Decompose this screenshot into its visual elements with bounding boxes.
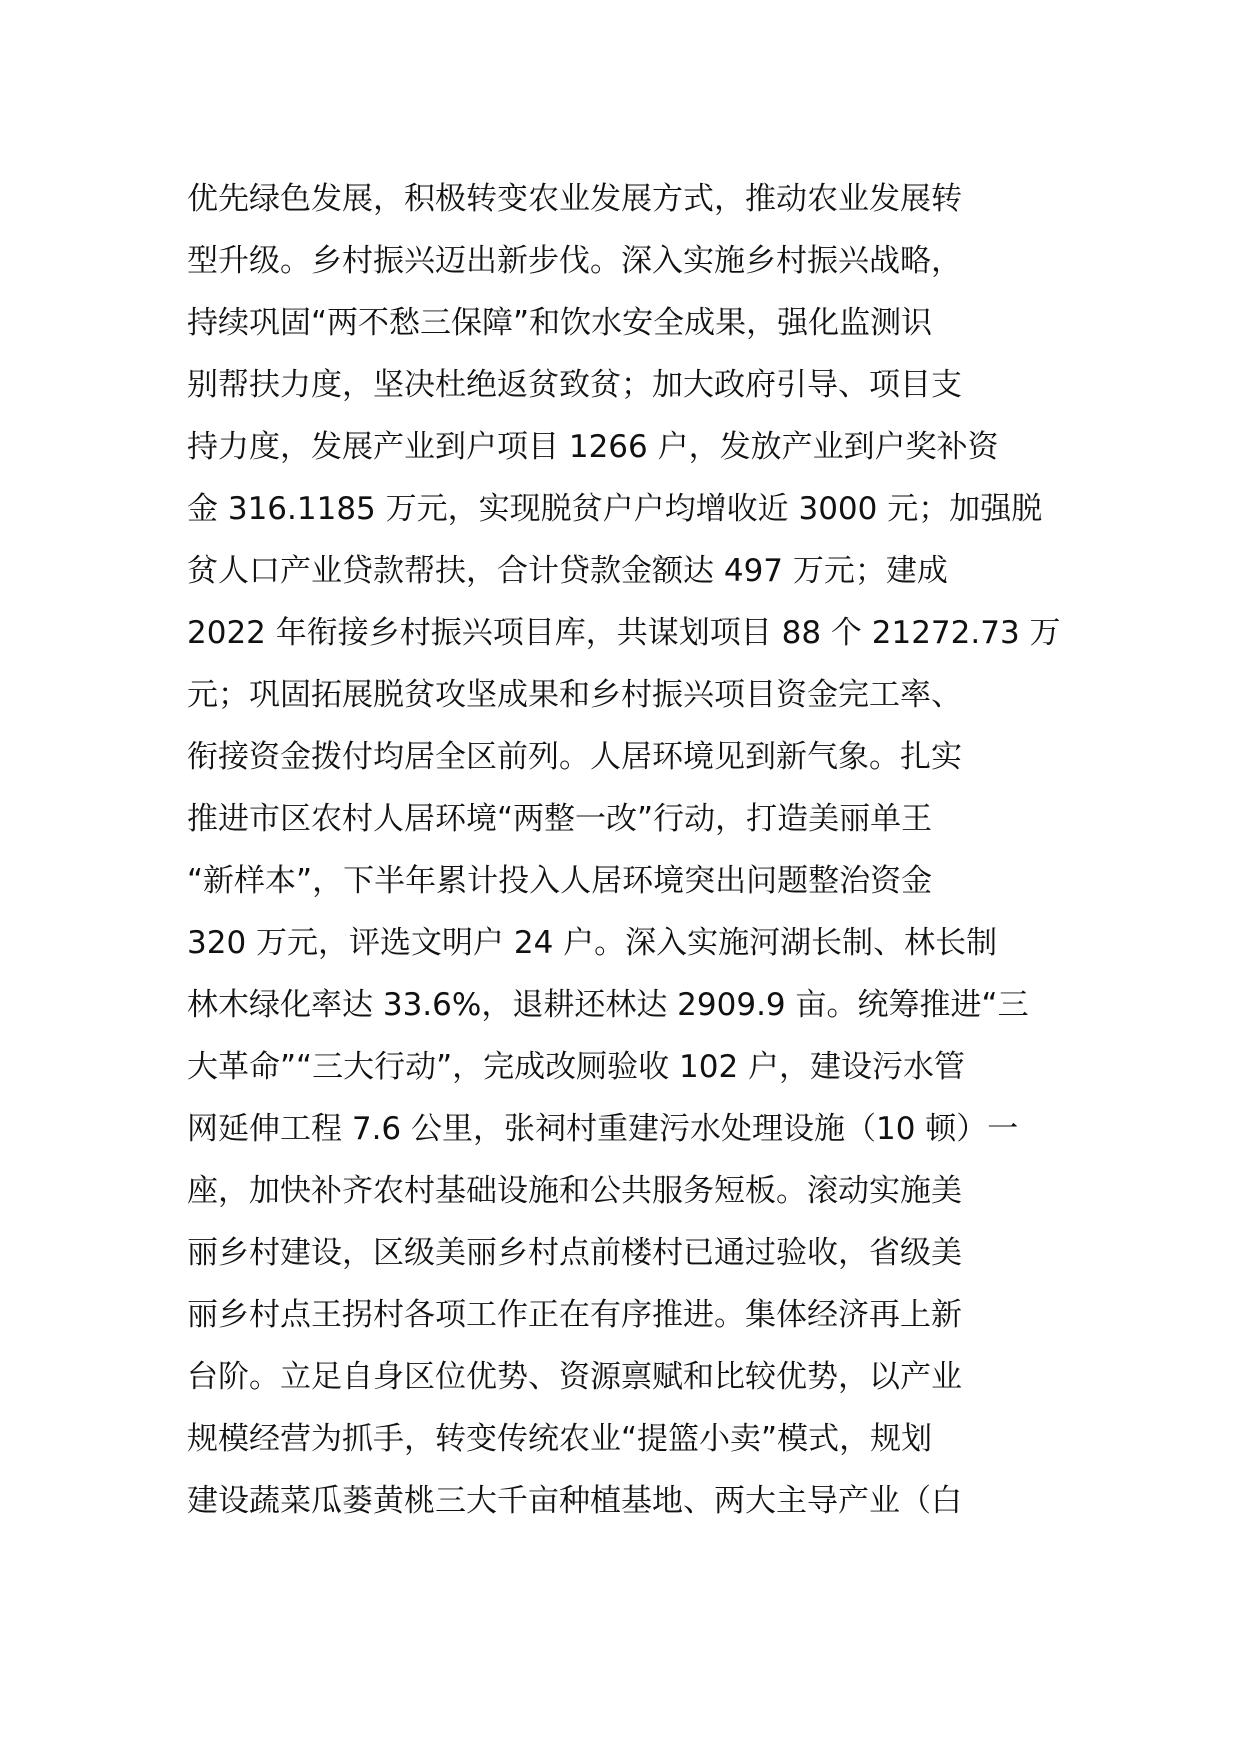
text-line: 座，加快补齐农村基础设施和公共服务短板。滚动实施美 — [187, 1173, 962, 1209]
text-line: 网延伸工程 7.6 公里，张祠村重建污水处理设施（10 顿）一 — [187, 1111, 1019, 1147]
text-line: 丽乡村点王拐村各项工作正在有序推进。集体经济再上新 — [187, 1297, 962, 1333]
text-line: 型升级。乡村振兴迈出新步伐。深入实施乡村振兴战略， — [187, 243, 962, 279]
text-line: 林木绿化率达 33.6%，退耕还林达 2909.9 亩。统筹推进“三 — [187, 987, 1029, 1023]
text-line: “新样本”，下半年累计投入人居环境突出问题整治资金 — [187, 863, 933, 899]
text-line: 大革命”“三大行动”，完成改厕验收 102 户，建设污水管 — [187, 1049, 966, 1085]
text-line: 别帮扶力度，坚决杜绝返贫致贫；加大政府引导、项目支 — [187, 367, 962, 403]
text-line: 持力度，发展产业到户项目 1266 户，发放产业到户奖补资 — [187, 429, 999, 465]
body-paragraph — [187, 168, 1067, 1532]
text-line: 贫人口产业贷款帮扶，合计贷款金额达 497 万元；建成 — [187, 553, 948, 589]
text-line: 推进市区农村人居环境“两整一改”行动，打造美丽单王 — [187, 801, 933, 837]
text-line: 持续巩固“两不愁三保障”和饮水安全成果，强化监测识 — [187, 305, 933, 341]
text-line: 衔接资金拨付均居全区前列。人居环境见到新气象。扎实 — [187, 739, 962, 775]
text-line: 元；巩固拓展脱贫攻坚成果和乡村振兴项目资金完工率、 — [187, 677, 962, 713]
text-line: 2022 年衔接乡村振兴项目库，共谋划项目 88 个 21272.73 万 — [187, 615, 1061, 651]
text-line: 320 万元，评选文明户 24 户。深入实施河湖长制、林长制 — [187, 925, 998, 961]
text-line: 优先绿色发展，积极转变农业发展方式，推动农业发展转 — [187, 181, 962, 217]
text-line: 规模经营为抓手，转变传统农业“提篮小卖”模式，规划 — [187, 1421, 933, 1457]
text-line: 台阶。立足自身区位优势、资源禀赋和比较优势，以产业 — [187, 1359, 962, 1395]
text-line: 丽乡村建设，区级美丽乡村点前楼村已通过验收，省级美 — [187, 1235, 962, 1271]
text-line: 建设蔬菜瓜蒌黄桃三大千亩种植基地、两大主导产业（白 — [187, 1483, 962, 1519]
text-line: 金 316.1185 万元，实现脱贫户户均增收近 3000 元；加强脱 — [187, 491, 1043, 527]
